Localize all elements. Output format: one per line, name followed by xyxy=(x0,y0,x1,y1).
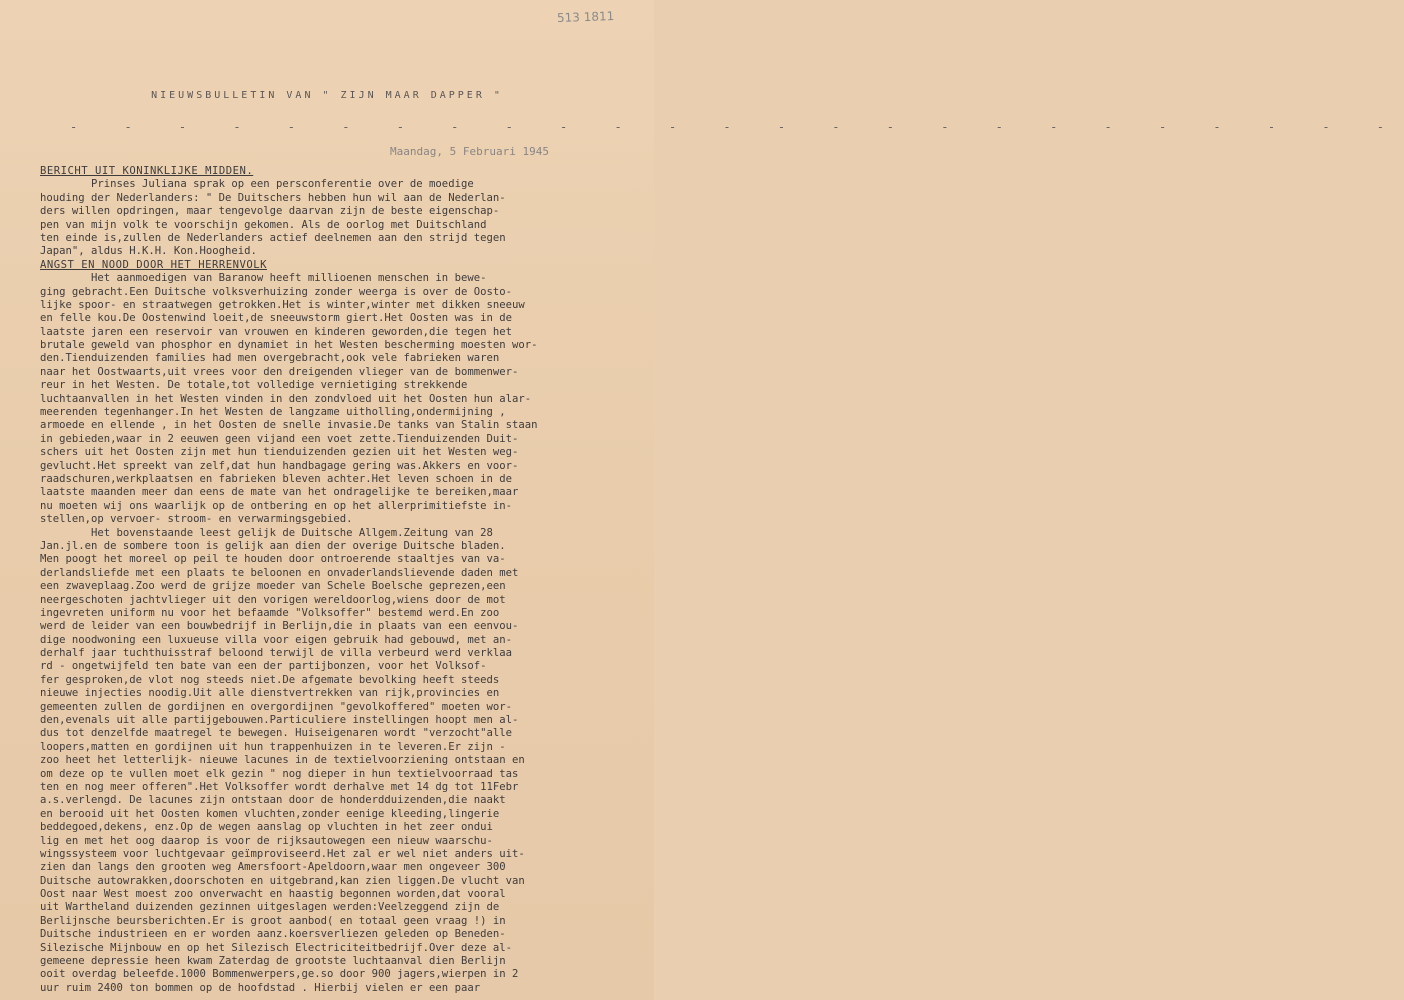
text-line: Prinses Juliana sprak op een persconferentie over de moedige xyxy=(40,178,474,191)
text-line: laatste jaren een reservoir van vrouwen en kinderen geworden,die tegen het xyxy=(40,325,512,338)
text-line: meerenden tegenhanger.In het Westen de langzame uitholling,ondermijning , xyxy=(40,406,506,419)
text-line: Duitsche autowrakken,doorschoten en uitgebrand,kan zien liggen.De vlucht van xyxy=(40,874,525,887)
text-line: zien dan langs den grooten weg Amersfoort-Apeldoorn,waar men ongeveer 300 xyxy=(40,861,506,874)
text-line: derhalf jaar tuchthuisstraf beloond terwijl de villa verbeurd werd verklaa xyxy=(40,647,512,660)
text-line: reur in het Westen. De totale,tot volledige vernietiging strekkende xyxy=(40,379,468,392)
text-line: Japan", aldus H.K.H. Kon.Hoogheid. xyxy=(40,245,257,258)
text-line: beddegoed,dekens, enz.Op de wegen aanslag op vluchten in het zeer ondui xyxy=(40,821,493,834)
text-line: houding der Nederlanders: " De Duitschers hebben hun wil aan de Nederlan- xyxy=(40,191,506,204)
text-line: laatste maanden meer dan eens de mate van het ondragelijke te bereiken,maar xyxy=(40,486,519,499)
text-line: ooit overdag beleefde.1000 Bommenwerpers,ge.so door 900 jagers,wierpen in 2 xyxy=(40,968,519,981)
text-line: wingssysteem voor luchtgevaar geïmproviseerd.Het zal er wel niet anders uit- xyxy=(40,847,525,860)
text-line: dus tot denzelfde maatregel te bewegen. Huiseigenaren wordt "verzocht"alle xyxy=(40,727,512,740)
text-line: Het bovenstaande leest gelijk de Duitsche Allgem.Zeitung van 28 xyxy=(40,526,493,539)
text-line: ingevreten uniform nu voor het befaamde "Volksoffer" bestemd werd.En zoo xyxy=(40,606,500,619)
separator-dashes: - - - - - - - - - - - - - - - - - - - - - - - - - xyxy=(70,120,1404,134)
text-line: stellen,op vervoer- stroom- en verwarmingsgebied. xyxy=(40,513,353,526)
text-line: schers uit het Oosten zijn met hun tienduizenden gezien uit het Westen weg- xyxy=(40,446,519,459)
text-line: ders willen opdringen, maar tengevolge daarvan zijn de beste eigenschap- xyxy=(40,205,500,218)
text-line: den,evenals uit alle partijgebouwen.Particuliere instellingen hoopt men al- xyxy=(40,714,519,727)
newsletter-title: NIEUWSBULLETIN VAN " ZIJN MAAR DAPPER " xyxy=(151,90,503,101)
text-line: en berooid uit het Oosten komen vluchten,zonder eenige kleeding,lingerie xyxy=(40,807,500,820)
text-line: ging gebracht.Een Duitsche volksverhuizing zonder weerga is over de Oosto- xyxy=(40,285,512,298)
text-line: gemeene depressie heen kwam Zaterdag de grootste luchtaanval dien Berlijn xyxy=(40,955,506,968)
text-line: brutale geweld van phosphor en dynamiet in het Westen bescherming moesten wor- xyxy=(40,339,538,352)
text-line: luchtaanvallen in het Westen vinden in den zondvloed uit het Oosten hun alar- xyxy=(40,392,532,405)
text-line: gemeenten zullen de gordijnen en overgordijnen "gevolkoffered" moeten wor- xyxy=(40,700,512,713)
text-line: rd - ongetwijfeld ten bate van een der partijbonzen, voor het Volksof- xyxy=(40,660,487,673)
text-line: nieuwe injecties noodig.Uit alle dienstvertrekken van rijk,provincies en xyxy=(40,687,500,700)
text-line: gevlucht.Het spreekt van zelf,dat hun handbagage gering was.Akkers en voor- xyxy=(40,459,519,472)
section-heading: ANGST EN NOOD DOOR HET HERRENVOLK xyxy=(40,258,267,271)
text-line: armoede en ellende , in het Oosten de snelle invasie.De tanks van Stalin staan xyxy=(40,419,538,432)
text-line: naar het Oostwaarts,uit vrees voor den dreigenden vlieger van de bommenwer- xyxy=(40,365,519,378)
text-line: dige noodwoning een luxueuse villa voor eigen gebruik had gebouwd, met an- xyxy=(40,633,512,646)
text-line: Oost naar West moest zoo onverwacht en haastig begonnen worden,dat vooral xyxy=(40,888,506,901)
text-line: ten einde is,zullen de Nederlanders actief deelnemen aan den strijd tegen xyxy=(40,231,506,244)
archive-reference-number: 513 1811 xyxy=(556,9,615,25)
text-line: nu moeten wij ons waarlijk op de ontbering en op het allerprimitiefste in- xyxy=(40,499,512,512)
text-line: Jan.jl.en de sombere toon is gelijk aan dien der overige Duitsche bladen. xyxy=(40,539,506,552)
text-line: Men poogt het moreel op peil te houden door ontroerende staaltjes van va- xyxy=(40,553,506,566)
text-line: en felle kou.De Oostenwind loeit,de sneeuwstorm giert.Het Oosten was in de xyxy=(40,312,512,325)
text-line: Het aanmoedigen van Baranow heeft millioenen menschen in bewe- xyxy=(40,272,487,285)
text-line: pen van mijn volk te voorschijn gekomen. Als de oorlog met Duitschland xyxy=(40,218,487,231)
text-line: uur ruim 2400 ton bommen op de hoofdstad . Hierbij vielen er een paar xyxy=(40,981,481,994)
text-line: loopers,matten en gordijnen uit hun trappenhuizen in te leveren.Er zijn - xyxy=(40,740,506,753)
text-line: fer gesproken,de vlot nog steeds niet.De afgemate bevolking heeft steeds xyxy=(40,673,500,686)
text-line: in gebieden,waar in 2 eeuwen geen vijand een voet zette.Tienduizenden Duit- xyxy=(40,432,519,445)
text-line: neergeschoten jachtvlieger uit den vorigen wereldoorlog,wiens door de mot xyxy=(40,593,506,606)
text-line: Duitsche industrieen en er worden aanz.koersverliezen geleden op Beneden- xyxy=(40,928,506,941)
text-line: Berlijnsche beursberichten.Er is groot aanbod( en totaal geen vraag !) in xyxy=(40,914,506,927)
text-line: uit Wartheland duizenden gezinnen uitgeslagen werden:Veelzeggend zijn de xyxy=(40,901,500,914)
text-line: raadschuren,werkplaatsen en fabrieken bleven achter.Het leven schoen in de xyxy=(40,472,512,485)
text-line: ten en nog meer offeren".Het Volksoffer wordt derhalve met 14 dg tot 11Febr xyxy=(40,780,519,793)
text-line: werd de leider van een bouwbedrijf in Berlijn,die in plaats van een eenvou- xyxy=(40,620,519,633)
text-line: lig en met het oog daarop is voor de rijksautowegen een nieuw waarschu- xyxy=(40,834,493,847)
text-line: om deze op te vullen moet elk gezin " nog dieper in hun textielvoorraad tas xyxy=(40,767,519,780)
text-line: lijke spoor- en straatwegen getrokken.Het is winter,winter met dikken sneeuw xyxy=(40,298,525,311)
text-line: a.s.verlengd. De lacunes zijn ontstaan door de honderdduizenden,die naakt xyxy=(40,794,506,807)
article-body xyxy=(40,165,640,995)
issue-date: Maandag, 5 Februari 1945 xyxy=(390,145,549,158)
section-heading: BERICHT UIT KONINKLIJKE MIDDEN. xyxy=(40,165,254,177)
text-line: een zwaveplaag.Zoo werd de grijze moeder van Schele Boelsche geprezen,een xyxy=(40,580,506,593)
text-line: Silezische Mijnbouw en op het Silezisch Electriciteitbedrijf.Over deze al- xyxy=(40,941,512,954)
text-line: derlandsliefde met een plaats te beloonen en onvaderlandslievende daden met xyxy=(40,566,519,579)
text-line: zoo heet het letterlijk- nieuwe lacunes in de textielvoorziening ontstaan en xyxy=(40,754,525,767)
text-line: den.Tienduizenden families had men overgebracht,ook vele fabrieken waren xyxy=(40,352,500,365)
